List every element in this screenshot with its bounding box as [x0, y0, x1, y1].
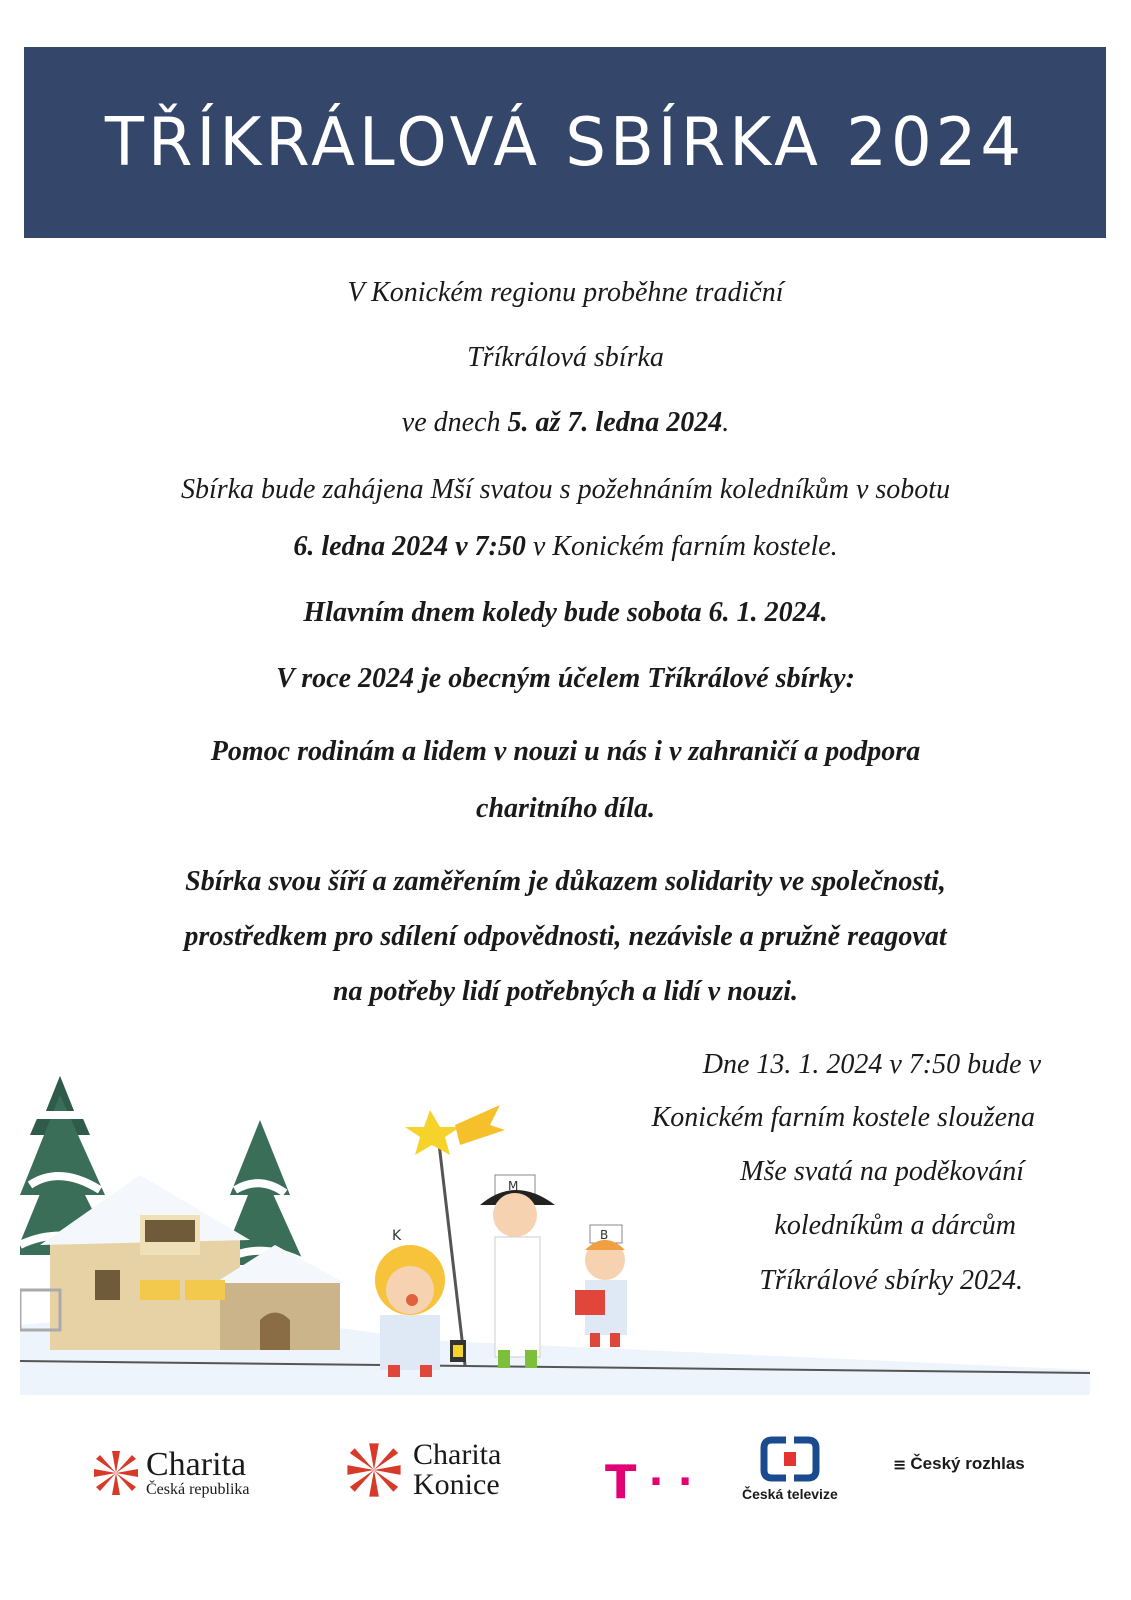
thanks-line-1: Dne 13. 1. 2024 v 7:50 bude v: [702, 1049, 1041, 1080]
mass-line-1: Sbírka bude zahájena Mší svatou s požehnáním koledníkům v sobotu: [180, 474, 951, 505]
ct-name: Česká televize: [742, 1486, 838, 1502]
page-title: TŘÍKRÁLOVÁ SBÍRKA 2024: [104, 103, 1026, 182]
solidarity-line-3: na potřeby lidí potřebných a lidí v nouzi.: [332, 976, 799, 1007]
intro-dates-suffix: .: [722, 407, 730, 438]
logo-charita-konice: [345, 1440, 501, 1500]
telekom-dots: · ·: [648, 1459, 693, 1505]
thanks-line-2: Konickém farním kostele sloužena: [651, 1102, 1035, 1133]
rozhlas-lines-icon: ≡: [893, 1454, 907, 1474]
intro-dates: 5. až 7. ledna 2024: [507, 407, 723, 438]
intro-line-1: V Konickém regionu proběhne tradiční: [347, 277, 784, 308]
charita-cross-icon: [345, 1441, 403, 1499]
intro-line-2: Tříkrálová sbírka: [467, 342, 664, 373]
king-m-label: M: [508, 1179, 519, 1193]
king-b-label: B: [600, 1228, 609, 1242]
rozhlas-name: Český rozhlas: [910, 1454, 1025, 1473]
telekom-t-icon: T: [605, 1455, 637, 1509]
title-banner: [24, 47, 1106, 238]
king-m: [480, 1175, 555, 1368]
purpose-heading: V roce 2024 je obecným účelem Tříkrálové sbírky:: [276, 663, 855, 694]
thanks-line-5: Tříkrálové sbírky 2024.: [759, 1265, 1023, 1296]
main-day: Hlavním dnem koledy bude sobota 6. 1. 2024.: [303, 597, 828, 628]
thanks-line-4: koledníkům a dárcům: [774, 1210, 1016, 1241]
solidarity-line-1: Sbírka svou šíří a zaměřením je důkazem solidarity ve společnosti,: [185, 866, 946, 897]
logo-telekom: [605, 1455, 693, 1509]
intro-line-3: [0, 406, 1131, 440]
intro-dates-prefix: ve dnech: [401, 407, 508, 438]
thanks-line-3: Mše svatá na poděkování: [740, 1156, 1024, 1187]
charita-cr-name: Charita: [146, 1446, 247, 1483]
mass-place: v Konickém farním kostele.: [525, 531, 838, 562]
ct-logo-icon: [760, 1436, 820, 1482]
mass-date: 6. ledna 2024 v 7:50: [293, 531, 526, 562]
king-k-label: K: [392, 1228, 402, 1244]
mass-line-2: [0, 530, 1131, 564]
king-k: [375, 1228, 445, 1377]
purpose-line-2: charitního díla.: [476, 793, 655, 824]
purpose-line-1: Pomoc rodinám a lidem v nouzi u nás i v zahraničí a podpora: [210, 736, 921, 767]
logo-charita-cr: [92, 1448, 250, 1498]
charita-cross-icon: [92, 1449, 140, 1497]
logo-ceska-televize: [742, 1436, 838, 1502]
charita-konice-name: Charita: [413, 1438, 502, 1471]
king-b: [575, 1225, 627, 1347]
logo-cesky-rozhlas: [893, 1454, 1025, 1474]
charita-cr-sub: Česká republika: [146, 1481, 250, 1498]
charita-konice-sub: Konice: [413, 1468, 500, 1501]
solidarity-line-2: prostředkem pro sdílení odpovědnosti, nezávisle a pružně reagovat: [184, 921, 947, 952]
